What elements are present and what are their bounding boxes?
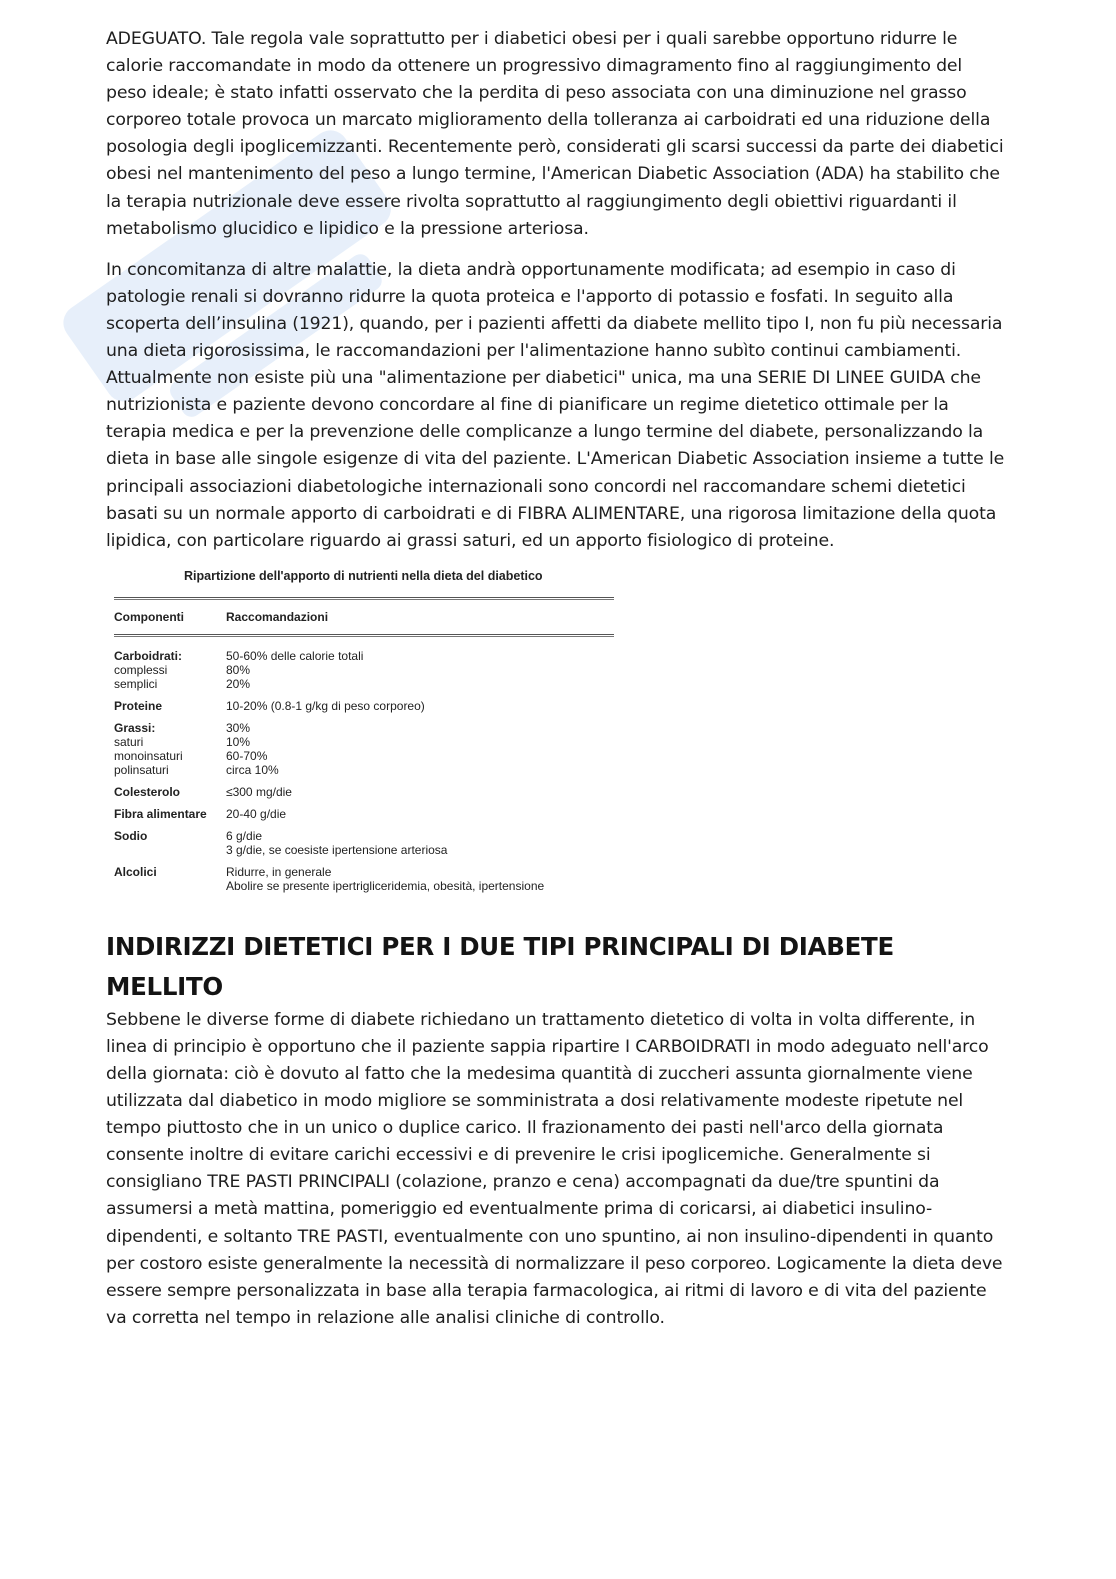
row-value-secondary: 3 g/die, se coesiste ipertensione arteriosa [226,842,448,857]
table-title: Ripartizione dell'apporto di nutrienti nella dieta del diabetico [184,568,543,583]
nutrient-table-figure [114,569,614,893]
row-label: Sodio [114,828,148,843]
paragraph-adeguato: ADEGUATO. Tale regola vale soprattutto per i diabetici obesi per i quali sarebbe opportuno ridurre le calorie raccomandate in modo da ottenere un progressivo dimagramento fino al raggiungimento del peso ideale; è stato infatti osservato che la perdita di peso associata con una diminuzione nel grasso corporeo totale provoca un marcato miglioramento della tolleranza ai carboidrati ed una riduzione della posologia degli ipoglicemizzanti. Recentemente però, considerati gli scarsi successi da parte dei diabetici obesi nel mantenimento del peso a lungo termine, l'American Diabetic Association (ADA) ha stabilito che la terapia nutrizionale deve essere rivolta soprattutto al raggiungimento degli obiettivi riguardanti il metabolismo glucidico e lipidico e la pressione arteriosa. [106,29,1004,239]
row-value: 50-60% delle calorie totali [226,648,364,663]
row-sublabel: polinsaturi [114,762,169,777]
row-label: Alcolici [114,864,157,879]
header-raccomandazioni: Raccomandazioni [226,609,329,624]
row-value: 6 g/die [226,828,263,843]
row-sublabel: semplici [114,676,158,691]
row-subvalue: 80% [226,662,251,677]
table-row-alcolici [114,857,614,893]
row-value-secondary: Abolire se presente ipertrigliceridemia, obesità, ipertensione [226,878,545,893]
row-value: ≤300 mg/die [226,784,292,799]
document-body [106,26,1006,1346]
row-value: 10-20% (0.8-1 g/kg di peso corporeo) [226,698,425,713]
table-row-colesterolo [114,777,614,799]
header-componenti: Componenti [114,609,184,624]
table-row-proteine [114,691,614,713]
table-row-fibra [114,799,614,821]
row-subvalue: 20% [226,676,251,691]
nutrient-table-body [114,637,614,893]
row-subvalue: circa 10% [226,762,279,777]
table-row-sodio [114,821,614,857]
row-sublabel: complessi [114,662,168,677]
row-label: Carboidrati: [114,648,183,663]
row-label: Fibra alimentare [114,806,207,821]
row-label: Colesterolo [114,784,181,799]
row-subvalue: 10% [226,734,251,749]
row-sublabel: saturi [114,734,144,749]
paragraph-sebbene: Sebbene le diverse forme di diabete richiedano un trattamento dietetico di volta in volta differente, in linea di principio è opportuno che il paziente sappia ripartire I CARBOIDRATI in modo adeguato nell'arco della giornata: ciò è dovuto al fatto che la medesima quantità di zuccheri assunta giornalmente viene utilizzata dal diabetico in modo migliore se somministrata a dosi relativamente modeste ripetute nel tempo piuttosto che in un unico o duplice carico. Il frazionamento dei pasti nell'arco della giornata consente inoltre di evitare carichi eccessivi e di prevenire le crisi ipoglicemiche. Generalmente si consigliano TRE PASTI PRINCIPALI (colazione, pranzo e cena) accompagnati da due/tre spuntini da assumersi a metà mattina, pomeriggio ed eventualmente prima di coricarsi, ai diabetici insulino-dipendenti, e soltanto TRE PASTI, eventualmente con uno spuntino, ai non insulino-dipendenti in quanto per costoro esiste generalmente la necessità di normalizzare il peso corporeo. Logicamente la dieta deve essere sempre personalizzata in base alla terapia farmacologica, ai ritmi di lavoro e di vita del paziente va corretta nel tempo in relazione alle analisi cliniche di controllo. [106,1009,1003,1328]
row-value: Ridurre, in generale [226,864,332,879]
section-heading: INDIRIZZI DIETETICI PER I DUE TIPI PRINCIPALI DI DIABETE MELLITO [106,931,894,1001]
table-header-row [114,600,614,634]
row-value: 30% [226,720,251,735]
row-label: Grassi: [114,720,156,735]
nutrient-table [114,600,614,634]
row-value: 20-40 g/die [226,806,287,821]
table-row-carboidrati [114,637,614,691]
row-sublabel: monoinsaturi [114,748,183,763]
row-label: Proteine [114,698,163,713]
table-row-grassi [114,713,614,777]
paragraph-concomitanza: In concomitanza di altre malattie, la dieta andrà opportunamente modificata; ad esempio in caso di patologie renali si dovranno ridurre la quota proteica e l'apporto di potassio e fosfati. In seguito alla scoperta dell’insulina (1921), quando, per i pazienti affetti da diabete mellito tipo I, non fu più necessaria una dieta rigorosissima, le raccomandazioni per l'alimentazione hanno subìto continui cambiamenti. Attualmente non esiste più una "alimentazione per diabetici" unica, ma una SERIE DI LINEE GUIDA che nutrizionista e paziente devono concordare al fine di pianificare un regime dietetico ottimale per la terapia medica e per la prevenzione delle complicanze a lungo termine del diabete, personalizzando la dieta in base alle singole esigenze di vita del paziente. L'American Diabetic Association insieme a tutte le principali associazioni diabetologiche internazionali sono concordi nel raccomandare schemi dietetici basati su un normale apporto di carboidrati e di FIBRA ALIMENTARE, una rigorosa limitazione della quota lipidica, con particolare riguardo ai grassi saturi, ed un apporto fisiologico di proteine. [106,259,1005,551]
row-subvalue: 60-70% [226,748,268,763]
